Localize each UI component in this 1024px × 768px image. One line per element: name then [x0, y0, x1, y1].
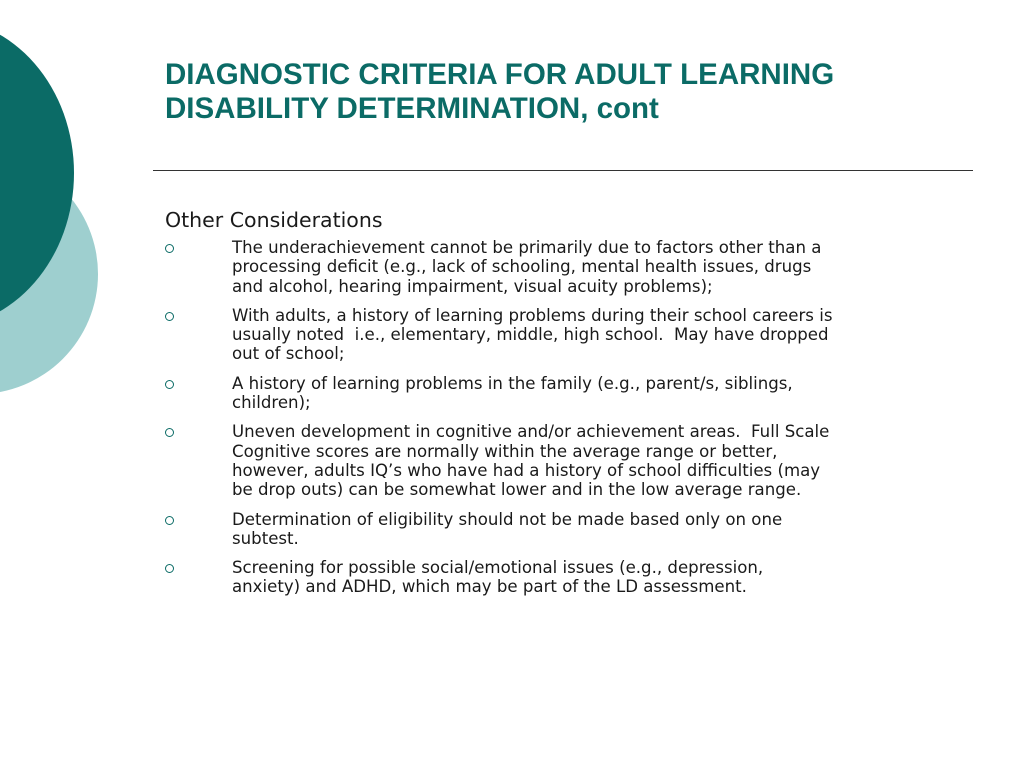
- bullet-text: [232, 374, 972, 413]
- bullet-text: [232, 510, 972, 549]
- slide-body: [165, 206, 985, 607]
- bullet-circle-icon: [165, 564, 174, 573]
- bullet-list: [165, 238, 985, 597]
- slide-title: [165, 58, 985, 126]
- bullet-line: Uneven development in cognitive and/or achievement areas. Full Scale: [232, 422, 830, 442]
- list-item: [165, 558, 985, 597]
- bullet-line: out of school;: [232, 344, 345, 364]
- bullet-line: children);: [232, 393, 311, 413]
- slide-title-line: DIAGNOSTIC CRITERIA FOR ADULT LEARNING: [165, 58, 835, 91]
- bullet-circle-icon: [165, 380, 174, 389]
- bullet-line: Screening for possible social/emotional issues (e.g., depression,: [232, 558, 764, 578]
- bullet-line: be drop outs) can be somewhat lower and in the low average range.: [232, 480, 802, 500]
- bullet-circle-icon: [165, 516, 174, 525]
- bullet-circle-icon: [165, 428, 174, 437]
- bullet-text: [232, 306, 972, 364]
- list-item: [165, 374, 985, 413]
- bullet-text: [232, 558, 972, 597]
- bullet-line: however, adults IQ’s who have had a history of school difficulties (may: [232, 460, 821, 480]
- bullet-text: [232, 238, 972, 296]
- list-item: [165, 422, 985, 499]
- bullet-line: usually noted i.e., elementary, middle, high school. May have dropped: [232, 325, 829, 345]
- list-item: [165, 238, 985, 296]
- title-divider: [153, 170, 973, 171]
- bullet-line: anxiety) and ADHD, which may be part of the LD assessment.: [232, 577, 747, 597]
- bullet-line: The underachievement cannot be primarily due to factors other than a: [232, 238, 822, 257]
- bullet-line: Determination of eligibility should not be made based only on one: [232, 509, 783, 529]
- section-heading: Other Considerations: [165, 208, 383, 232]
- list-item: [165, 306, 985, 364]
- bullet-line: subtest.: [232, 528, 299, 548]
- bullet-circle-icon: [165, 312, 174, 321]
- bullet-text: [232, 422, 972, 499]
- bullet-line: Cognitive scores are normally within the average range or better,: [232, 441, 778, 461]
- bullet-line: A history of learning problems in the family (e.g., parent/s, siblings,: [232, 373, 793, 393]
- bullet-line: and alcohol, hearing impairment, visual acuity problems);: [232, 276, 713, 296]
- bullet-line: processing deficit (e.g., lack of schooling, mental health issues, drugs: [232, 257, 812, 277]
- bullet-circle-icon: [165, 244, 174, 253]
- slide-title-line: DISABILITY DETERMINATION, cont: [165, 92, 659, 125]
- list-item: [165, 510, 985, 549]
- bullet-line: With adults, a history of learning problems during their school careers is: [232, 305, 833, 325]
